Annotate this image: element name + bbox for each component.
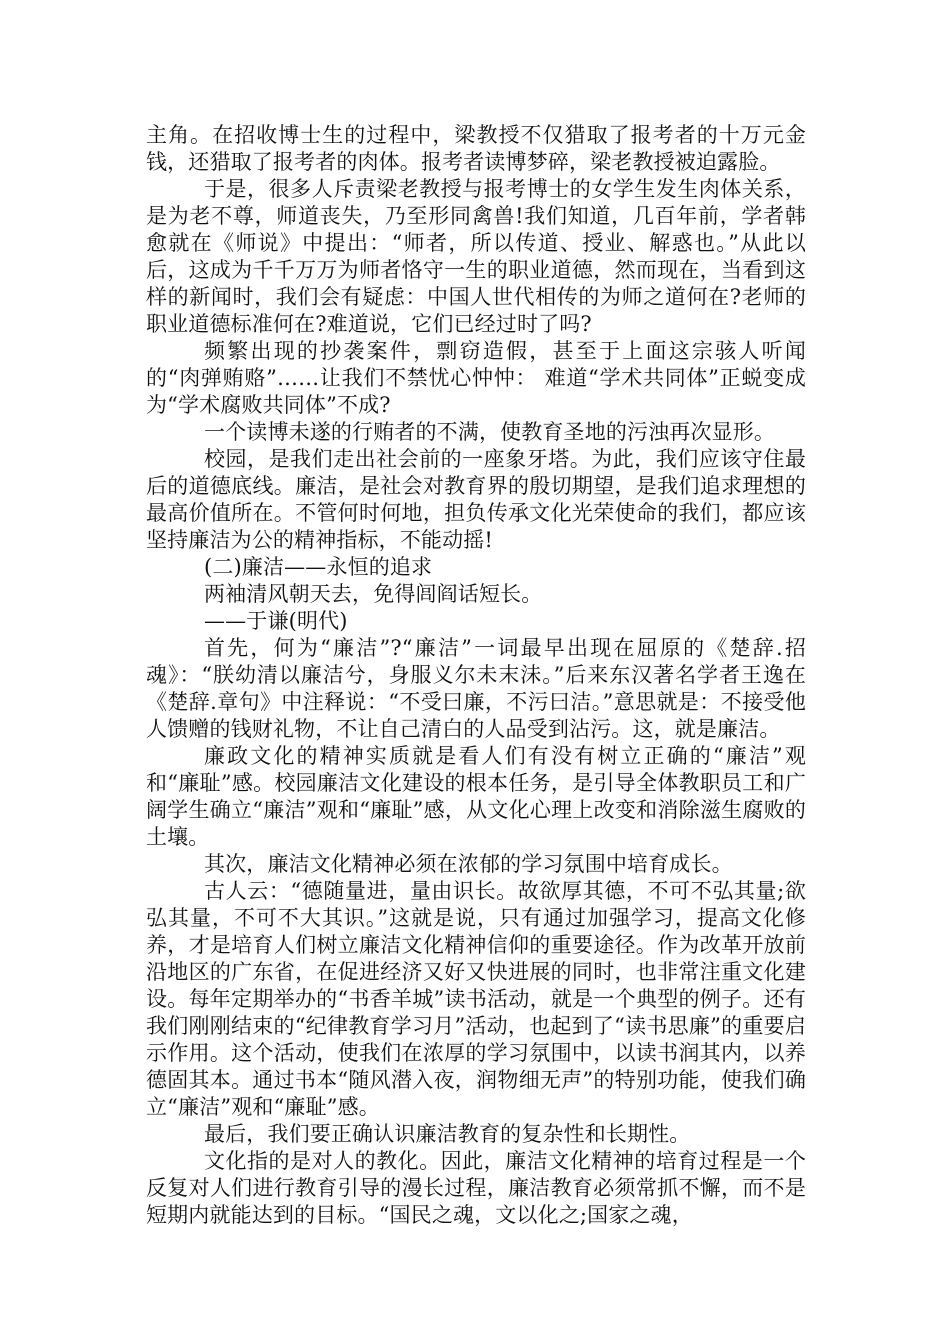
document-body — [146, 122, 806, 1229]
paragraph: 古人云：“德随量进，量由识长。故欲厚其德，不可不弘其量;欲弘其量，不可不大其识。”这就是说，只有通过加强学习，提高文化修养，才是培育人们树立廉洁文化精神信仰的重要途径。作为改革开放前沿地区的广东省，在促进经济又好又快进展的同时，也非常注重文化建设。每年定期举办的“书香羊城”读书活动，就是一个典型的例子。还有我们刚刚结束的“纪律教育学习月”活动，也起到了“读书思廉”的重要启示作用。这个活动，使我们在浓厚的学习氛围中，以读书润其内，以养德固其本。通过书本“随风潜入夜，润物细无声”的特别功能，使我们确立“廉洁”观和“廉耻”感。 — [146, 879, 806, 1119]
paragraph: 首先，何为“廉洁”?“廉洁”一词最早出现在屈原的《楚辞.招魂》：“朕幼清以廉洁兮，身服义尔未末沬。”后来东汉著名学者王逸在《楚辞.章句》中注释说：“不受曰廉，不污曰洁。”意思就是：不接受他人馈赠的钱财礼物，不让自己清白的人品受到沾污。这，就是廉洁。 — [146, 636, 806, 741]
paragraph: 于是，很多人斥责梁老教授与报考博士的女学生发生肉体关系，是为老不尊，师道丧失，乃至形同禽兽!我们知道，几百年前，学者韩愈就在《师说》中提出：“师者，所以传道、授业、解惑也。”从此以后，这成为千千万万为师者恪守一生的职业道德，然而现在，当看到这样的新闻时，我们会有疑虑：中国人世代相传的为师之道何在?老师的职业道德标准何在?难道说，它们已经过时了吗? — [146, 177, 806, 336]
paragraph: 最后，我们要正确认识廉洁教育的复杂性和长期性。 — [204, 1122, 691, 1146]
paragraph: 校园，是我们走出社会前的一座象牙塔。为此，我们应该守住最后的道德底线。廉洁，是社会对教育界的殷切期望，是我们追求理想的最高价值所在。不管何时何地，担负传承文化光荣使命的我们，都应该坚持廉洁为公的精神指标，不能动摇! — [146, 447, 806, 552]
paragraph: 一个读博未遂的行贿者的不满，使教育圣地的污浊再次显形。 — [204, 420, 776, 444]
section-heading: (二)廉洁——永恒的追求 — [204, 555, 433, 579]
paragraph: 主角。在招收博士生的过程中，梁教授不仅猎取了报考者的十万元金钱，还猎取了报考者的肉体。报考者读博梦碎，梁老教授被迫露脸。 — [146, 123, 806, 174]
quote-line: 两袖清风朝天去，免得闾阎话短长。 — [204, 582, 543, 606]
quote-attribution: ——于谦(明代) — [204, 609, 348, 633]
paragraph: 其次，廉洁文化精神必须在浓郁的学习氛围中培育成长。 — [204, 852, 733, 876]
paragraph: 廉政文化的精神实质就是看人们有没有树立正确的“廉洁”观和“廉耻”感。校园廉洁文化建设的根本任务，是引导全体教职员工和广阔学生确立“廉洁”观和“廉耻”感，从文化心理上改变和消除滋生腐败的土壤。 — [146, 744, 806, 849]
paragraph: 频繁出现的抄袭案件，剽窃造假，甚至于上面这宗骇人听闻的“肉弹贿赂”……让我们不禁忧心忡忡： 难道“学术共同体”正蜕变成为“学术腐败共同体”不成? — [146, 339, 806, 417]
paragraph: 文化指的是对人的教化。因此，廉洁文化精神的培育过程是一个反复对人们进行教育引导的漫长过程，廉洁教育必须常抓不懈，而不是短期内就能达到的目标。“国民之魂，文以化之;国家之魂， — [146, 1149, 806, 1227]
